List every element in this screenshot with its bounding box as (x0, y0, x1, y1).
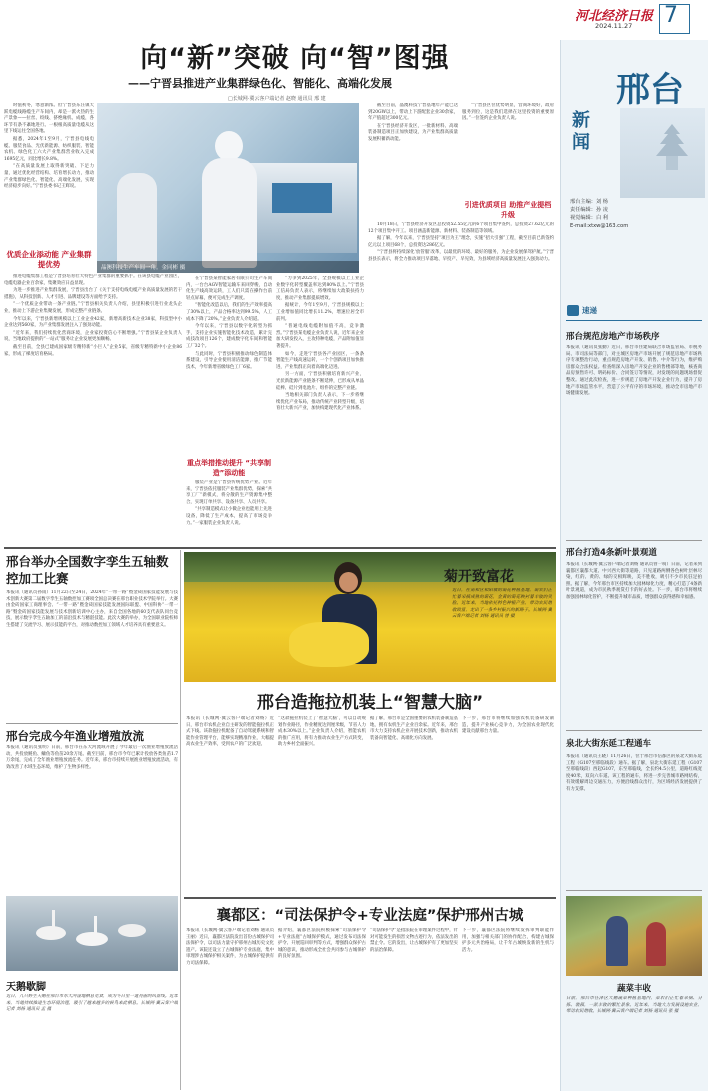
lead-paragraph: 今年以来，宁晋县以数字化转型为抓手，支持企业实施智能化技术改造，累计完成技改项目126个，建成数字化车间和智能工厂32个。 (186, 324, 272, 349)
editor-line: 视觉编辑：白 利 (570, 215, 608, 221)
lead-paragraph: 时值初冬，寒意渐浓。但宁晋县东汪镇天跃电缆线路缆生产车间内，却是一派火热的生产景象——拉丝、绞线、挤绝缘机、成缆，各环节有条不紊地进行。一根根高质量电缆从这里下线运往全国各地。 (4, 103, 94, 135)
editor-info (570, 198, 705, 230)
swan-caption: 近日，几只野生天鹅在邢台市东大河湿地栖息觅食，成为冬日里一道亮丽的风景线。近年来，当地持续推进生态环境治理，吸引了越来越多的候鸟来此栖息。长城网·冀云客户端记者 刘杨 通讯员 孟 摄 (6, 994, 178, 1013)
sidebar-item-body: 本报讯（通讯员张勤）近日，邢台市住建局联合市场监管局、市税务局、市司法局等部门，对主城区房地产市场开展了规范房地产市场秩序专项整治行动，重点规范房地产开发、销售、中介等行为，维护购房群众合法权益。检查组深入房地产开发企业的售楼部等地，核查商品房预售许可、明码标价、合同签订等情况，对发现的问题现场督促整改。通过此次检查，进一步规范了房地产开发企业行为，提升了房地产市场监管水平，营造了公平有序的市场环境，推动全市房地产市场健康发展。 (566, 345, 702, 397)
express-rule (566, 320, 702, 321)
bottom-body-col1: 本报讯（长城网·冀云客户端记者刘杨 通讯员王丽）近日，襄都区法院发出首份古城保护司法保护令，以司法力量守护邢州古城历史文化遗产。该院还设立了古城保护专业法庭，集中审理涉古城保护相关案件，为古城保护提供有力司法保障。 (186, 928, 274, 966)
issue-date: 2024.11.27 (595, 22, 633, 30)
swan-shape (118, 924, 146, 937)
lead-subhead: 重点举措推动提升 “共享制造”添动能 (186, 459, 272, 477)
lead-body-col2b (186, 480, 272, 544)
lead-paragraph: 如今，走进宁晋县各产业园区，一条条智能生产线高速运转，一个个创新项目加快推进，产业集群正向着高端化迈进。 (276, 351, 364, 370)
lead-paragraph: “共享制造模式让小微企业也能用上先进设备，降低了生产成本，提高了市场竞争力。”一家服装企业负责人说。 (186, 507, 272, 526)
worker-head-shape (215, 131, 243, 161)
lead-body-col4 (368, 103, 458, 198)
second-worker-shape (117, 173, 157, 268)
farmer-face-shape (339, 572, 358, 592)
swan-shape (36, 926, 66, 940)
flower-basket-shape (289, 622, 369, 667)
harvest-worker-shape (606, 916, 628, 966)
divider (184, 897, 556, 899)
swan-neck-shape (94, 916, 97, 934)
panel-shape (272, 183, 332, 213)
lead-paragraph: 推进电缆集群工程是宁晋县培育壮大特色产业集群的重要抓手。在该县电缆产业园区，电缆电器企业百余家，集聚效应日益显现。 (4, 274, 182, 286)
swan-photo (6, 896, 178, 971)
harvest-worker-shape (646, 922, 666, 966)
sidebar-item-body: 本报讯（通讯员王晓）11月26日，位于邢台市信都区的泉北大街东延工程（G107至邢临线段）通车。据了解，泉北大街东延工程（G107至邢临线段）西起G107，东至邢临线，全长约4.5公里，道路红线宽度40米，双向六车道。该工程的通车，将进一步完善城市路网结构，有效缓解周边交通压力，方便沿线群众出行，为区域经济发展提供了有力支撑。 (566, 754, 702, 792)
lead-body-col1b (4, 274, 182, 544)
sidebar-item-body: 本报讯（长城网·冀云客户端记者刘杨 通讯员曾一萌）日前，记者来到襄都区襄都大道、中兴西大街等道路，只见道路两侧各色树叶层林尽染，红的、黄的、绿的交相辉映，美不胜收，吸引不少市民驻足拍照。据了解，今年邢台市区持续加大园林绿化力度，精心打造了4条新叶景观道，成为市民秋季观赏打卡的好去处。下一步，邢台市将继续加强园林绿化管护，不断提升城市品质，增强群众获得感和幸福感。 (566, 562, 702, 600)
lead-paragraph: 截至目前，全县已建成国家级专精特新“小巨人”企业5家，省级专精特新中小企业86家，形成了梯度培育格局。 (4, 344, 182, 357)
tractor-body-col1: 本报讯（长城网·冀云客户端记者刘杨）近日，邢台市农机企业自主研发的智能拖拉机正式下线。该款拖拉机配备了自动驾驶系统和智能作业管理平台，能够实现精准作业，大幅提高农业生产效率，受到农户的广泛欢迎。 (186, 716, 274, 748)
tractor-body-col3: 据了解，邢台市是全国重要的农机装备制造基地，拥有农机生产企业百余家。近年来，邢台市大力支持农机企业开展技术创新，推动农机装备向智能化、高端化方向发展。 (370, 716, 458, 741)
tractor-body-col4: 下一步，邢台市将继续加强农机装备研发制造，提升产业核心竞争力，为全国农业现代化建设贡献邢台力量。 (462, 716, 554, 735)
lead-paragraph: 另一方面，宁晋县积极培育新兴产业，光伏新能源产业链条不断延伸，已形成从单晶硅棒、硅片到电池片、组件的完整产业链。 (276, 372, 364, 391)
lead-paragraph: 今年以来，宁晋县新增规模以上工业企业42家，新增高新技术企业38家，科技型中小企业达到560家，为产业集群发展注入了强劲动能。 (4, 316, 182, 329)
sidebar-item-title: 邢台规范房地产市场秩序 (566, 332, 660, 342)
page-number: 7 (664, 3, 678, 28)
column-divider (180, 550, 181, 1090)
lead-paragraph: “一个优质企业带动一条产业链。”宁晋县相关负责人介绍，县里积极引进行业龙头企业，推动上下游企业集聚发展，形成完整产业链条。 (4, 302, 182, 314)
lead-paragraph: “力争到2025年，全县规模以上工业企业数字化转型覆盖率达到80%以上。”宁晋县工信局负责人表示，将继续加大政策扶持力度，推动产业集群提质增效。 (276, 276, 364, 301)
swan-neck-shape (52, 910, 55, 928)
lead-subheadline: ——宁晋县推进产业集群绿色化、智能化、高端化发展 (128, 77, 392, 90)
lead-body-col4b (368, 222, 554, 544)
harvest-caption: 日前，邢台市任泽区大棚蔬菜种植基地内，菜农们正忙着采摘、分拣、装箱，一派丰收的繁忙景象。近年来，当地大力发展设施农业，带动农民增收。长城网·冀云客户端记者 刘杨 通讯员 张 摄 (566, 996, 702, 1015)
bottom-body-col2: 据介绍，襄都区法院积极探索“司法保护令+专业法庭”古城保护模式，通过发布司法保护令、开展巡回审判等方式，增强群众保护古城的意识，推动形成全社会共同参与古城保护的良好氛围。 (278, 928, 366, 960)
editor-line: E-mail:xtxw@163.com (570, 223, 629, 229)
lead-subhead: 优质企业添动能 产业集群提优势 (6, 250, 92, 269)
swan-shape (76, 932, 108, 946)
lead-paragraph: 据悉，2024年1至9月，宁晋县电线电缆、服装食品、光伏新能源、纺织服装、智能农机、绿色化工六大产业集群营业收入完成1695亿元，同比增长9.8%。 (4, 136, 94, 162)
divider (566, 890, 702, 891)
divider (566, 730, 702, 731)
section-subtitle: 新闻 (572, 110, 590, 153)
fishing-body: 本报讯（通讯员张明）日前，邢台市在东大河流域开展了今年最后一次渔业增殖放流活动，共投放鲢鱼、鳙鱼等鱼苗20余万尾。截至目前，邢台市今年已累计投放各类鱼苗1.7万余尾，完成了全年渔业增殖放流任务。近年来，邢台市持续开展渔业增殖放流活动，有效改善了水域生态环境，维护了生物多样性。 (6, 745, 178, 770)
lead-headline: 向“新”突破 向“智”图强 (140, 43, 450, 74)
lead-photo-caption: 晶澳科技生产车间一角。金同彬 摄 (101, 265, 186, 271)
lead-body-col3 (276, 276, 364, 544)
bottom-body-col3: “司法保护令”是指法院在审理案件过程中，针对可能发生的损害文物古迹行为，依法发出的禁止令。它的发出，让古城保护有了更加坚实的法治保障。 (370, 928, 458, 953)
lead-paragraph: 据了解，今年以来，宁晋县坚持“项目为王”理念，实施“招大引强”工程，截至目前已新签约亿元以上项目68个，总投资达286亿元。 (368, 236, 554, 248)
masthead (0, 0, 708, 40)
tractor-body-col2: “这款拖拉机装上了‘智慧大脑’，可以自动规划作业路径，作业精度达到厘米级，节省人力成本30%以上。”企业负责人介绍，智能农机的推广应用，将有力推动农业生产方式转变，助力乡村全面振兴。 (278, 716, 366, 748)
lead-paragraph: “宁晋县区位优势明显，营商环境好，政府服务到位，这是我们选择在这里投资的重要原因。”一位签约企业负责人说。 (462, 103, 554, 122)
swan-title: 天鹅歇脚 (6, 982, 46, 993)
tractor-headline: 邢台造拖拉机装上“智慧大脑” (256, 693, 484, 713)
bottom-headline: 襄都区：“司法保护令+专业法庭”保护邢州古城 (216, 908, 524, 924)
section-title: 邢台 (616, 70, 684, 110)
digital-body: 本报讯（通讯员孙雨）11月22日至24日，2024年“一带一路”暨金砖国家技能发展与技术创新大赛第二届数字孪生五轴数控加工赛项全国总决赛在邢台职业技术学院举行。大赛由金砖国家工商理事会、“一带一路”暨金砖国家技能发展国际联盟、中国科协“一带一路”暨金砖国家技能发展与技术创新培训中心主办，来自全国各地的60支代表队同台竞技，展示数字孪生五轴加工的前沿技术与精湛技能。此次大赛的举办，为全国职业院校师生搭建了交流学习、展示技能的平台，对推动数控加工领域人才培养具有重要意义。 (6, 590, 178, 628)
sidebar-item-title: 邢台打造4条新叶景观道 (566, 548, 657, 558)
fishing-headline: 邢台完成今年渔业增殖放流 (6, 729, 144, 743)
lead-body-col4-right (462, 103, 554, 198)
lead-byline: □长城网·冀云客户端记者 赵晓 通讯员 邢 建 (228, 96, 326, 102)
section-divider (4, 547, 556, 549)
lead-paragraph: 10月18日，宁晋县经济开发区总投资52.55亿元的6个项目集中签约，总投资27.62亿元的12个项目集中开工。项目涵盖新能源、新材料、装备制造等领域。 (368, 222, 554, 234)
express-badge-icon (567, 305, 579, 316)
divider (6, 723, 178, 724)
worker-body-shape (202, 158, 257, 268)
digital-headline: 邢台举办全国数字孪生五轴数控加工比赛 (6, 554, 169, 586)
lead-paragraph: 服装产业是宁晋县传统优势产业。近年来，宁晋县依托服装产业集群优势，探索“共享工厂”新模式，将分散的生产资源集中整合，实现订单共享、设备共享、人员共享。 (186, 480, 272, 505)
lead-paragraph: 当地相关部门负责人表示，下一步将继续优化产业布局，推动传统产业转型升级，培育壮大新兴产业，加快构建现代化产业体系。 (276, 393, 364, 412)
lead-paragraph: 截至目前，晶澳科技宁晋基地年产能已达到20GW以上，带动上下游配套企业30余家，年产值超过300亿元。 (368, 103, 458, 122)
bottom-body-col4: 下一步，襄都区法院将继续发挥审判职能作用，加强与相关部门的协作配合，构建古城保护多元共治格局，让千年古城焕发新的生机与活力。 (462, 928, 554, 953)
harvest-photo (566, 896, 702, 976)
chrysanthemum-title: 菊开致富花 (444, 569, 514, 585)
lead-paragraph: 据统计，今年1至9月，宁晋县规模以上工业增加值同比增长11.2%，增速位居全市前列。 (276, 303, 364, 322)
paper-name: 河北经济日报 (575, 9, 654, 24)
lead-paragraph: 在宁晋县经济开发区，一批新材料、高端装备制造项目正加快建设，为产业集群高质量发展积蓄新动能。 (368, 123, 458, 142)
express-label: 速递 (582, 306, 597, 315)
sidebar-item-title: 泉北大街东延工程通车 (566, 739, 652, 749)
lead-paragraph: 为进一步推进产业集群发展，宁晋县出台了《关于支持电线电缆产业高质量发展的若干措施》，从科技创新、人才引进、品牌建设等方面给予支持。 (4, 288, 182, 300)
chrysanthemum-caption: 近日，在南和区和阳镇的菊花种植基地，菊农们正忙着采摘成熟的菊花，金黄的菊花映衬着丰收的笑脸。近年来，当地依托特色种植产业，带动农民增收致富，走出了一条乡村振兴的新路子。长城网·冀云客户端记者 刘杨 通讯员 曾 摄 (452, 588, 552, 620)
harvest-title: 蔬菜丰收 (616, 984, 651, 994)
lead-paragraph: “普通电线电缆附加值不高，竞争激烈。”宁晋县某电缆企业负责人说，近年来企业加大研发投入，主攻特种电缆，产品附加值显著提升。 (276, 324, 364, 349)
lead-photo (97, 103, 359, 273)
divider (566, 540, 702, 541)
lead-body-col2 (186, 276, 272, 451)
lead-paragraph: 与此同时，宁晋县积极推动绿色制造体系建设，引导企业使用清洁能源，推广节能技术，今年新增省级绿色工厂6家。 (186, 351, 272, 370)
lead-body-col1 (4, 103, 94, 248)
editor-line: 邢台主编：刘 杨 (570, 199, 608, 205)
lead-paragraph: 在宁晋县某智能家居有限公司生产车间内，一台台AGV智能运输车来回穿梭，自动化生产线高效运转，工人们只需在操作台前轻点屏幕，便可完成生产调度。 (186, 276, 272, 301)
lead-paragraph: “在高质量发展上取得新突破、下足力量，通过优化经营结构、培育增长动力，推动产业集群绿色化、智能化、高端化发展，实现经济稳步向好。”宁晋县委书记王辉说。 (4, 164, 94, 190)
pagoda-icon (652, 122, 692, 172)
lead-paragraph: “近年来，我们持续优化营商环境，企业家投资信心不断增强。”宁晋县某企业负责人说，当地政府提供的“一站式”服务让企业发展更加顺畅。 (4, 330, 182, 343)
lead-paragraph: “宁晋县将持续深化‘放管服’改革，以最优的环境、最好的服务，为企业发展保驾护航。”宁晋县县长表示，将全力推动项目早落地、早投产、早见效，为县域经济高质量发展注入强劲动力。 (368, 250, 554, 262)
lead-subhead: 引进优质项目 助推产业提档升级 (464, 201, 552, 219)
column-divider (560, 40, 561, 1091)
lead-paragraph: “智能化改造以后，我们的生产效率提高了30%以上，产品合格率达到99.5%，人工成本下降了20%。”企业负责人介绍道。 (186, 303, 272, 322)
editor-line: 责任编辑：孙 凌 (570, 207, 608, 213)
